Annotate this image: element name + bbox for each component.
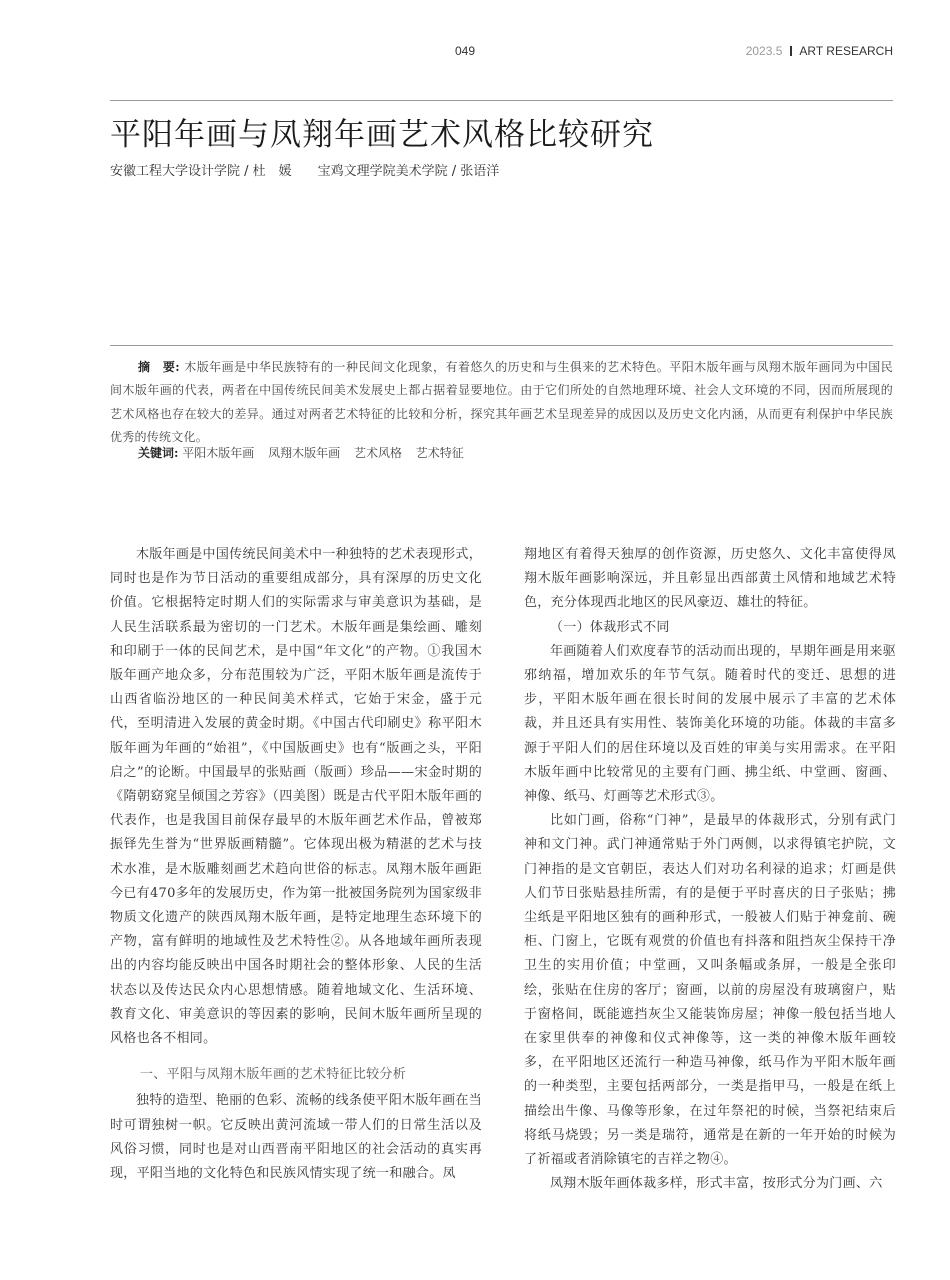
sub-heading: （一）体裁形式不同 (550, 619, 670, 635)
section-heading: 一、平阳与凤翔木版年画的艺术特征比较分析 (140, 1067, 407, 1083)
keyword: 凤翔木版年画 (268, 446, 341, 460)
body-paragraph: 木版年画是中国传统民间美术中一种独特的艺术表现形式，同时也是作为节日活动的重要组成部分，具有深厚的历史文化价值。它根据特定时期人们的实际需求与审美意识为基础，是人民生活联系最为密切的一门艺术。木版年画是集绘画、雕刻和印刷于一体的民间艺术，是中国“年文化”的产物。①我国木版年画产地众多，分布范围较为广泛，平阳木版年画是流传于山西省临汾地区的一种民间美术样式，它始于宋金，盛于元代，至明清进入发展的黄金时期。《中国古代印刷史》称平阳木版年画为年画的“始祖”，《中国版画史》也有“版画之头，平阳启之”的论断。中国最早的张贴画（版画）珍品——宋金时期的《隋朝窈窕呈倾国之芳容》（四美图）既是古代平阳木版年画的代表作，也是我国目前保存最早的木版年画艺术作品，曾被郑振铎先生誉为“世界版画精髓”。它体现出极为精湛的艺术与技术水准，是木版雕刻画艺术趋向世俗的标志。凤翔木版年画距今已有470多年的发展历史，作为第一批被国务院列为国家级非物质文化遗产的陕西凤翔木版年画，是特定地理生态环境下的产物，富有鲜明的地域性及艺术特性②。从各地域年画所表现出的内容均能反映出中国各时期社会的整体形象、人民的生活状态以及传达民众内心思想情感。随着地域文化、生活环境、教育文化、审美意识的等因素的影响，民间木版年画所呈现的风格也各不相同。 (110, 547, 482, 1047)
keyword: 艺术风格 (353, 446, 402, 460)
keyword: 平阳木版年画 (182, 446, 255, 460)
abstract-text: 木版年画是中华民族特有的一种民间文化现象，有着悠久的历史和与生俱来的艺术特色。平阳木版年画与凤翔木版年画同为中国民间木版年画的代表，两者在中国传统民间美术发展史上都占据着显要地位。由于它们所处的自然地理环境、社会人文环境的不同，因而所展现的艺术风格也存在较大的差异。通过对两者艺术特征的比较和分析，探究其年画艺术呈现差异的成因以及历史文化内涵，从而更有利保护中华民族优秀的传统文化。 (110, 360, 893, 444)
top-rule (110, 100, 893, 101)
body-right-column (524, 543, 896, 1196)
abstract (110, 356, 893, 449)
body-paragraph: 翔地区有着得天独厚的创作资源，历史悠久、文化丰富使得凤翔木版年画影响深远，并且彰显出西部黄土风情和地域艺术特色，充分体现西北地区的民风豪迈、雄壮的特征。 (524, 547, 896, 611)
keyword: 艺术特征 (415, 446, 464, 460)
body-paragraph: 独特的造型、艳丽的色彩、流畅的线条使平阳木版年画在当时可谓独树一帜。它反映出黄河流域一带人们的日常生活以及风俗习惯，同时也是对山西晋南平阳地区的社会活动的真实再现，平阳当地的文化特色和民族风情实现了统一和融合。凤 (110, 1093, 482, 1182)
body-left-column (110, 543, 482, 1186)
article-authors: 安徽工程大学设计学院 / 杜 媛 宝鸡文理学院美术学院 / 张语洋 (110, 164, 500, 179)
keywords-label: 关键词: (138, 446, 179, 460)
body-paragraph: 凤翔木版年画体裁多样，形式丰富，按形式分为门画、六 (550, 1176, 883, 1192)
body-paragraph: 年画随着人们欢度春节的活动而出现的，早期年画是用来驱邪纳福，增加欢乐的年节气氛。随着时代的变迁、思想的进步，平阳木版年画在很长时间的发展中展示了丰富的艺术体裁，并且还具有实用性、装饰美化环境的功能。体裁的丰富多源于平阳人们的居住环境以及百姓的审美与实用需求。在平阳木版年画中比较常见的主要有门画、拂尘纸、中堂画、窗画、神像、纸马、灯画等艺术形式③。 (524, 643, 896, 805)
journal-name: ART RESEARCH (799, 44, 893, 58)
journal-header (746, 44, 893, 58)
body-paragraph: 比如门画，俗称“门神”，是最早的体裁形式，分别有武门神和文门神。武门神通常贴于外门两侧，以求得镇宅护院，文门神指的是文官朝臣，表达人们对功名利禄的追求；灯画是供人们节日张贴悬挂所需，有的是便于平时喜庆的日子张贴；拂尘纸是平阳地区独有的画种形式，一般被人们贴于神龛前、碗柜、门窗上，它既有观赏的价值也有抖落和阻挡灰尘保持干净卫生的实用价值；中堂画，又叫条幅或条屏，一般是全张印绘，张贴在住房的客厅；窗画，以前的房屋没有玻璃窗户，贴于窗格间，既能遮挡灰尘又能装饰房屋；神像一般包括当地人在家里供奉的神像和仪式神像等，这一类的神像木版年画较多，在平阳地区还流行一种造马神像，纸马作为平阳木版年画的一种类型，主要包括两部分，一类是指甲马，一般是在纸上描绘出牛像、马像等形象，在过年祭祀的时候，当祭祀结束后将纸马烧毁；另一类是瑞符，通常是在新的一年开始的时候为了祈福或者消除镇宅的吉祥之物④。 (524, 813, 896, 1168)
page-number: 049 (455, 44, 476, 58)
abstract-rule (110, 345, 893, 346)
issue-label: 2023.5 (745, 44, 783, 58)
article-title: 平阳年画与凤翔年画艺术风格比较研究 (110, 117, 654, 153)
header-divider (790, 46, 792, 56)
abstract-label: 摘 要: (138, 360, 180, 374)
keywords (110, 442, 893, 465)
